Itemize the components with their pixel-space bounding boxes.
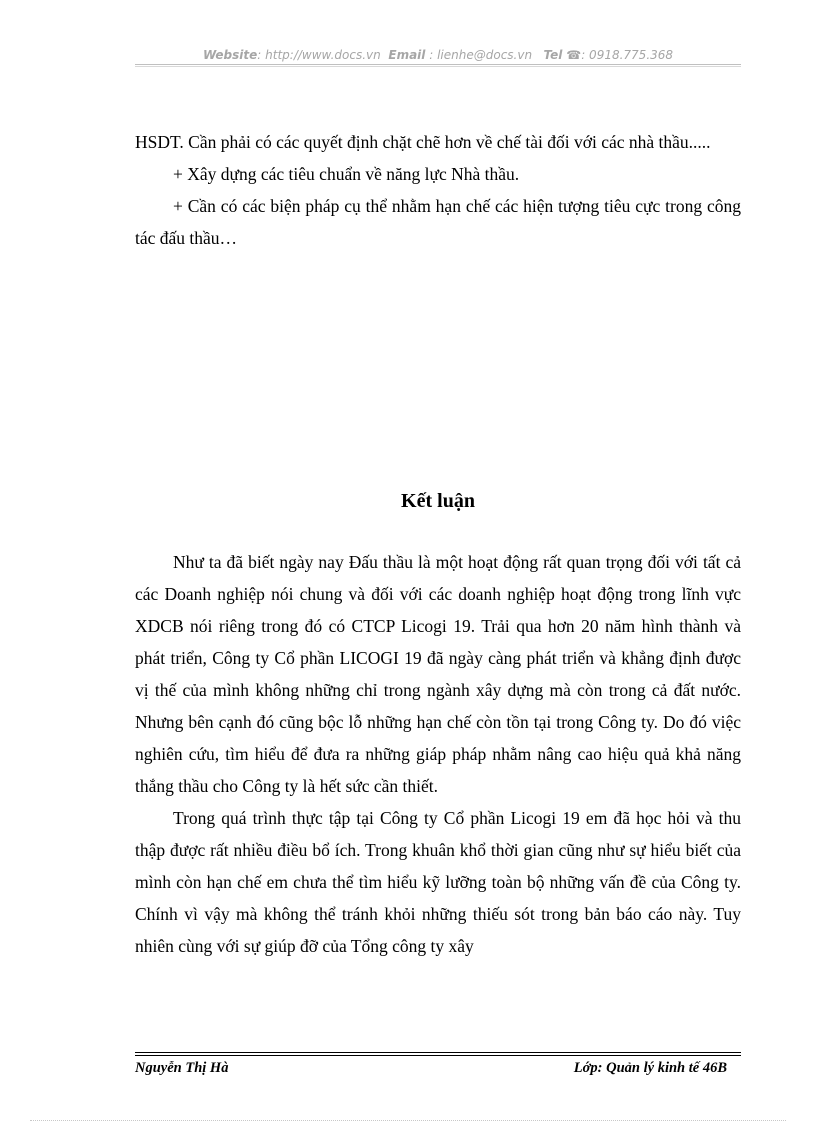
section-title: Kết luận (401, 490, 475, 512)
footer-author: Nguyễn Thị Hà (135, 1060, 229, 1076)
intro-paragraph-2: + Xây dựng các tiêu chuẩn về năng lực Nhà thầu. (173, 164, 520, 184)
page-header (135, 46, 741, 64)
email-label: Email (388, 48, 426, 62)
header-rule (135, 64, 741, 65)
tel-label: Tel (543, 48, 563, 62)
conclusion-block (135, 546, 741, 962)
website-value: : http://www.docs.vn (257, 48, 381, 62)
phone-icon: ☎ (566, 48, 582, 62)
page-bottom-border (30, 1120, 786, 1121)
website-label: Website (202, 48, 258, 62)
email-value: : lienhe@docs.vn (429, 48, 533, 62)
page-footer (135, 1058, 741, 1078)
intro-paragraph-3: + Cần có các biện pháp cụ thể nhằm hạn chế các hiện tượng tiêu cực trong công tác đấu thầu… (135, 196, 741, 248)
footer-rule (135, 1052, 741, 1053)
conclusion-paragraph-1: Như ta đã biết ngày nay Đấu thầu là một hoạt động rất quan trọng đối với tất cả các Doanh nghiệp nói chung và đối với các doanh nghiệp hoạt động trong lĩnh vực XDCB nói riêng trong đó có CTCP Licogi 19. Trải qua hơn 20 năm hình thành và phát triển, Công ty Cổ phần LICOGI 19 đã ngày càng phát triển và khẳng định được vị thế của mình không những chỉ trong ngành xây dựng mà còn trong cả đất nước. Nhưng bên cạnh đó cũng bộc lỗ những hạn chế còn tồn tại trong Công ty. Do đó việc nghiên cứu, tìm hiểu để đưa ra những giáp pháp nhằm nâng cao hiệu quả khả năng thắng thầu cho Công ty là hết sức cần thiết. (135, 552, 741, 796)
footer-class: Lớp: Quản lý kinh tế 46B (573, 1060, 727, 1076)
intro-paragraph-1: HSDT. Cần phải có các quyết định chặt chẽ hơn về chế tài đối với các nhà thầu..... (135, 132, 711, 152)
tel-value: : 0918.775.368 (581, 48, 674, 62)
intro-block (135, 126, 741, 254)
header-rule-secondary (135, 66, 741, 67)
conclusion-paragraph-2: Trong quá trình thực tập tại Công ty Cổ phần Licogi 19 em đã học hỏi và thu thập được rất nhiều điều bổ ích. Trong khuân khổ thời gian cũng như sự hiểu biết của mình còn hạn chế em chưa thể tìm hiểu kỹ lưỡng toàn bộ những vấn đề của Công ty. Chính vì vậy mà không thể tránh khỏi những thiếu sót trong bản báo cáo này. Tuy nhiên cùng với sự giúp đỡ của Tổng công ty xây (135, 808, 741, 956)
footer-rule-secondary (135, 1055, 741, 1056)
